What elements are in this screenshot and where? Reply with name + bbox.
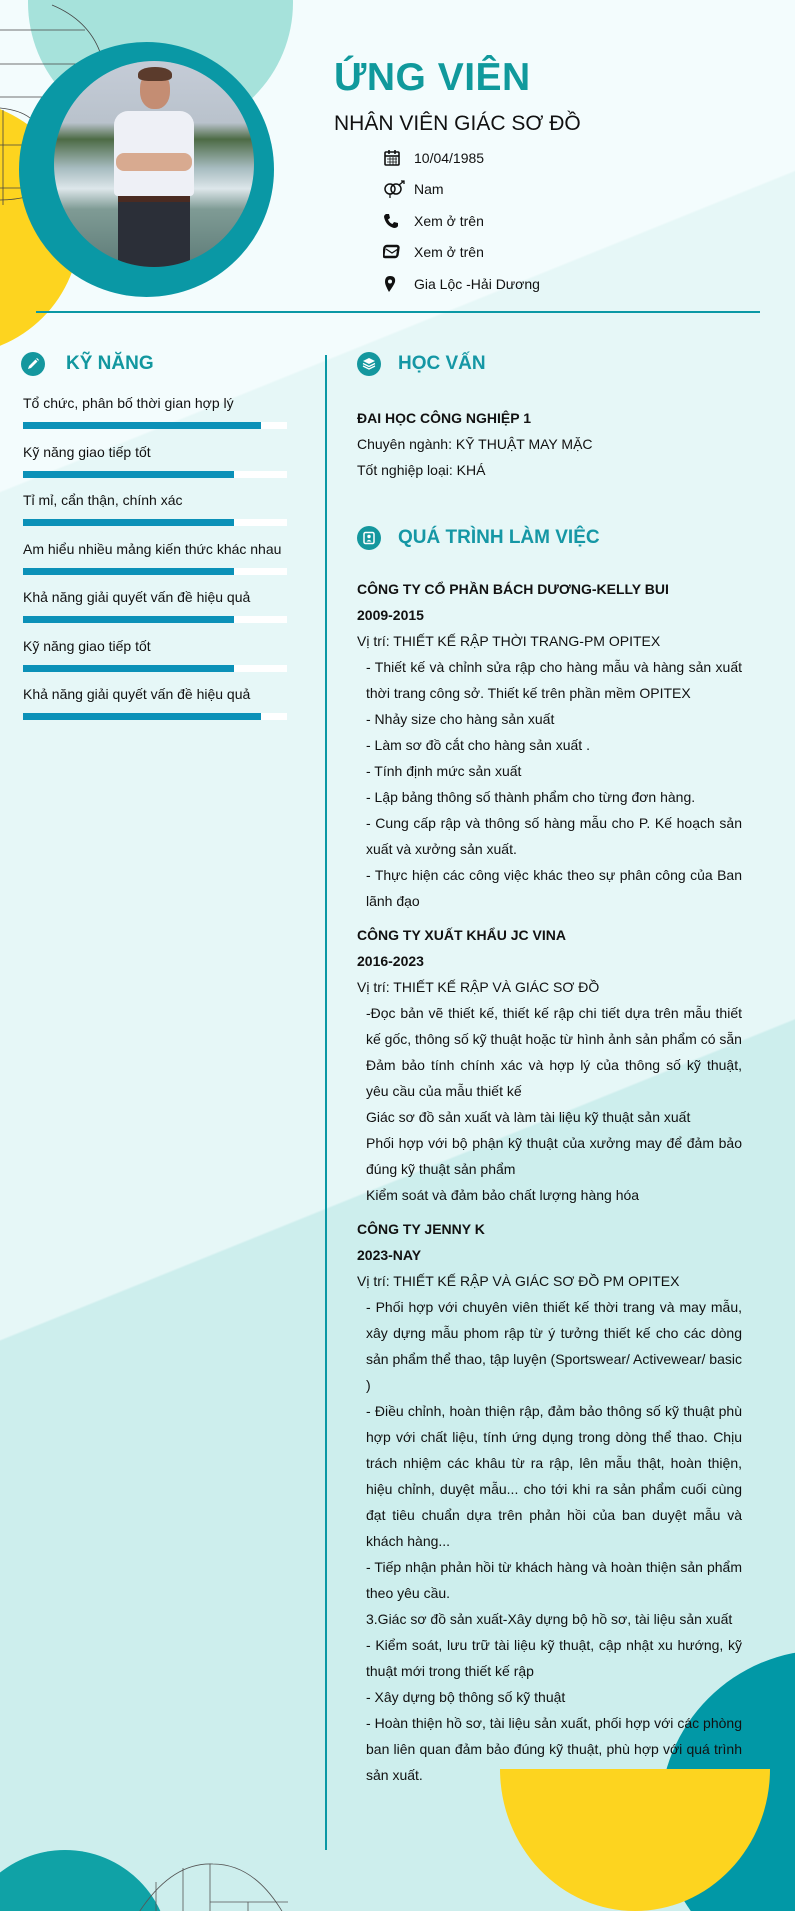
contact-gender	[383, 174, 540, 206]
duty-item: - Điều chỉnh, hoàn thiện rập, đảm bảo thông số kỹ thuật phù hợp với chất liệu, tính ứng dụng trong dòng thể thao. Chịu trách nhiệm các khâu từ ra rập, lên mẫu thật, hoàn thiện, hiệu chỉnh, duyệt mẫu... cho tới khi ra sản phẩm cuối cùng đạt tiêu chuẩn dựa trên phản hồi của ban duyệt mẫu và khách hàng...	[366, 1403, 742, 1549]
id-card-icon	[357, 526, 381, 550]
job-period: 2023-NAY	[357, 1247, 422, 1263]
job-duties	[357, 654, 742, 914]
skills-list	[23, 394, 287, 734]
skill-bar-track	[23, 568, 287, 575]
birthday-value: 10/04/1985	[414, 149, 485, 166]
duty-item: Phối hợp với bộ phận kỹ thuật của xưởng may để đảm bảo đúng kỹ thuật sản phẩm	[366, 1135, 742, 1177]
duty-item: Đảm bảo tính chính xác và hợp lý của thông số kỹ thuật, yêu cầu của mẫu thiết kế	[366, 1057, 742, 1099]
skill-item	[23, 588, 287, 637]
contact-phone	[383, 205, 540, 237]
duty-item: - Cung cấp rập và thông số hàng mẫu cho P. Kế hoạch sản xuất và xưởng sản xuất.	[366, 815, 742, 857]
skill-bar-fill	[23, 422, 261, 429]
contact-birthday	[383, 142, 540, 174]
job-entry	[357, 1216, 742, 1788]
header-divider	[36, 311, 760, 313]
skill-bar-fill	[23, 713, 261, 720]
duty-item: - Tính định mức sản xuất	[366, 763, 522, 779]
column-divider	[325, 355, 327, 1850]
skill-bar-fill	[23, 616, 234, 623]
email-icon	[383, 244, 414, 260]
work-history	[357, 576, 742, 1796]
skill-label: Tổ chức, phân bố thời gian hợp lý	[23, 395, 234, 411]
layers-icon	[357, 352, 381, 376]
contact-email	[383, 237, 540, 269]
skill-bar-track	[23, 713, 287, 720]
skill-item	[23, 685, 287, 734]
duty-item: - Hoàn thiện hồ sơ, tài liệu sản xuất, phối hợp với các phòng ban liên quan đảm bảo đúng kỹ thuật, phù hợp với quá trình sản xuất.	[366, 1715, 742, 1783]
skill-item	[23, 491, 287, 540]
school-name: ĐAI HỌC CÔNG NGHIỆP 1	[357, 410, 531, 426]
skill-label: Khả năng giải quyết vấn đề hiệu quả	[23, 589, 251, 605]
job-role: Vị trí: THIẾT KẾ RẬP VÀ GIÁC SƠ ĐỒ	[357, 979, 600, 995]
education-title: HỌC VẤN	[398, 353, 486, 374]
skill-bar-track	[23, 471, 287, 478]
job-role: Vị trí: THIẾT KẾ RẬP VÀ GIÁC SƠ ĐỒ PM OPITEX	[357, 1273, 680, 1289]
location-pin-icon	[383, 276, 414, 292]
skill-item	[23, 443, 287, 492]
skill-label: Khả năng giải quyết vấn đề hiệu quả	[23, 686, 251, 702]
duty-item: - Thực hiện các công việc khác theo sự phân công của Ban lãnh đạo	[366, 867, 742, 909]
duty-item: - Thiết kế và chỉnh sửa rập cho hàng mẫu và hàng sản xuất thời trang công sở. Thiết kế trên phần mềm OPITEX	[366, 659, 742, 701]
decor-line-grid-bottom	[128, 1862, 288, 1911]
duty-item: 3.Giác sơ đồ sản xuất-Xây dựng bộ hồ sơ, tài liệu sản xuất	[366, 1611, 733, 1627]
skill-bar-track	[23, 422, 287, 429]
pencil-icon	[21, 352, 45, 376]
skill-bar-fill	[23, 471, 234, 478]
education-section-header	[357, 352, 486, 376]
calendar-icon	[383, 149, 414, 167]
skill-item	[23, 394, 287, 443]
job-duties	[357, 1000, 742, 1208]
work-section-header	[357, 526, 600, 550]
skill-bar-fill	[23, 665, 234, 672]
skill-bar-track	[23, 665, 287, 672]
skills-section-header	[21, 352, 154, 376]
email-value: Xem ở trên	[414, 244, 484, 261]
skill-item	[23, 540, 287, 589]
duty-item: - Phối hợp với chuyên viên thiết kế thời trang và may mẫu, xây dựng mẫu phom rập từ ý tưởng thiết kế cho các dòng sản phẩm thể thao, tập luyện (Sportswear/ Activewear/ basic )	[366, 1299, 742, 1393]
skills-title: KỸ NĂNG	[66, 353, 154, 374]
company-name: CÔNG TY XUẤT KHẨU JC VINA	[357, 927, 566, 943]
candidate-name: ỨNG VIÊN	[334, 56, 531, 99]
duty-item: Kiểm soát và đảm bảo chất lượng hàng hóa	[366, 1187, 640, 1203]
contact-info	[383, 142, 540, 300]
duty-item: - Làm sơ đồ cắt cho hàng sản xuất .	[366, 737, 590, 753]
skill-bar-fill	[23, 519, 234, 526]
duty-item: - Kiểm soát, lưu trữ tài liệu kỹ thuật, cập nhật xu hướng, kỹ thuật mới trong thiết kế rập	[366, 1637, 742, 1679]
address-value: Gia Lộc -Hải Dương	[414, 275, 540, 292]
job-entry	[357, 576, 742, 914]
job-duties	[357, 1294, 742, 1788]
gender-value: Nam	[414, 181, 444, 198]
major: Chuyên ngành: KỸ THUẬT MAY MẶC	[357, 436, 593, 452]
gender-icon	[383, 180, 414, 198]
skill-label: Tỉ mỉ, cẩn thận, chính xác	[23, 492, 183, 508]
job-period: 2009-2015	[357, 607, 424, 623]
job-role: Vị trí: THIẾT KẾ RẬP THỜI TRANG-PM OPITEX	[357, 633, 661, 649]
phone-icon	[383, 213, 414, 229]
duty-item: - Xây dựng bộ thông số kỹ thuật	[366, 1689, 566, 1705]
duty-item: Giác sơ đồ sản xuất và làm tài liệu kỹ thuật sản xuất	[366, 1109, 691, 1125]
skill-item	[23, 637, 287, 686]
avatar	[54, 61, 254, 267]
graduation-grade: Tốt nghiệp loại: KHÁ	[357, 462, 486, 478]
contact-address	[383, 268, 540, 300]
skill-label: Am hiểu nhiều mảng kiến thức khác nhau	[23, 540, 282, 557]
education-details	[357, 405, 593, 483]
skill-label: Kỹ năng giao tiếp tốt	[23, 637, 151, 654]
company-name: CÔNG TY CỔ PHẦN BÁCH DƯƠNG-KELLY BUI	[357, 581, 669, 597]
skill-bar-track	[23, 519, 287, 526]
duty-item: - Tiếp nhận phản hồi từ khách hàng và hoàn thiện sản phẩm theo yêu cầu.	[366, 1559, 742, 1601]
job-position: NHÂN VIÊN GIÁC SƠ ĐỒ	[334, 112, 581, 135]
job-entry	[357, 922, 742, 1208]
skill-label: Kỹ năng giao tiếp tốt	[23, 443, 151, 460]
duty-item: - Lập bảng thông số thành phẩm cho từng đơn hàng.	[366, 789, 696, 805]
work-title: QUÁ TRÌNH LÀM VIỆC	[398, 527, 600, 548]
duty-item: - Nhảy size cho hàng sản xuất	[366, 711, 555, 727]
skill-bar-track	[23, 616, 287, 623]
company-name: CÔNG TY JENNY K	[357, 1221, 485, 1237]
job-period: 2016-2023	[357, 953, 424, 969]
phone-value: Xem ở trên	[414, 212, 484, 229]
duty-item: -Đọc bản vẽ thiết kế, thiết kế rập chi tiết dựa trên mẫu thiết kế gốc, thông số kỹ thuật hoặc từ hình ảnh sản phẩm có sẵn	[366, 1005, 742, 1047]
skill-bar-fill	[23, 568, 234, 575]
